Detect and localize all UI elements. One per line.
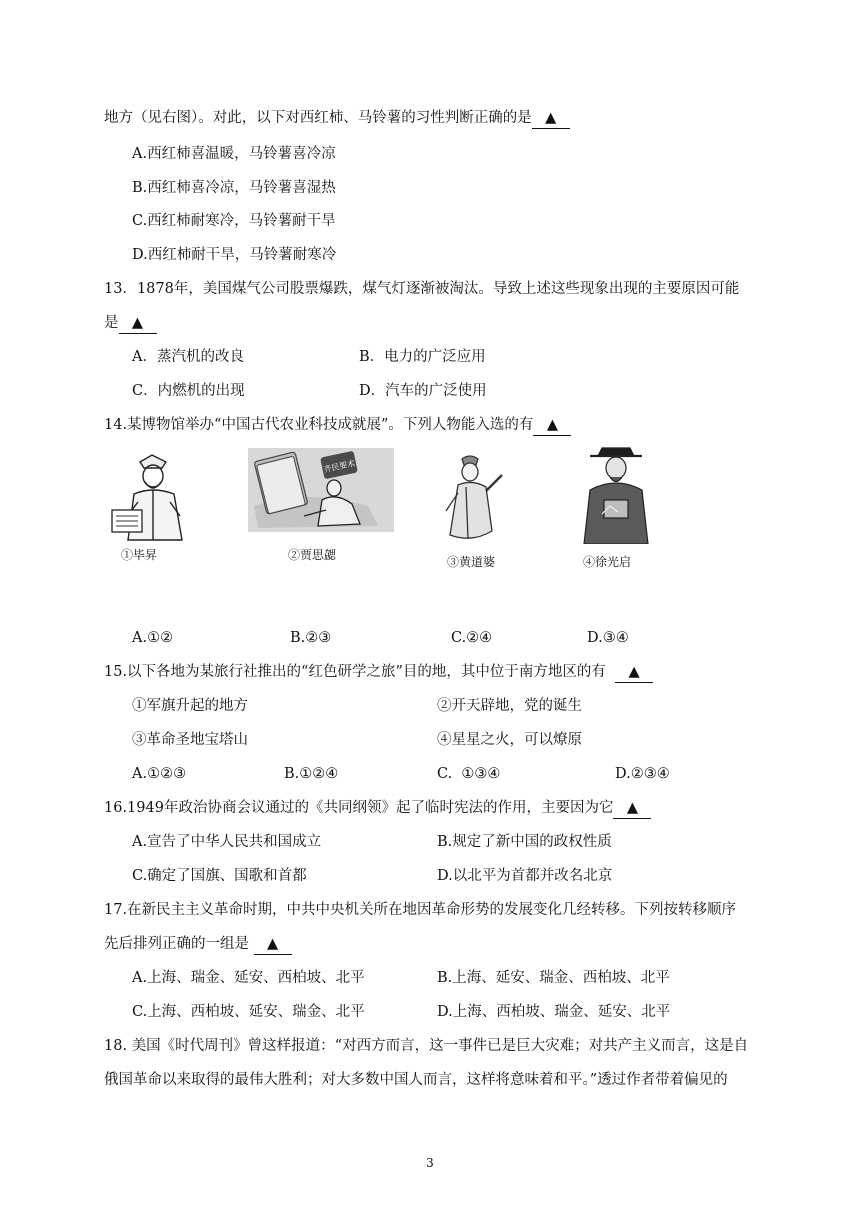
q12-stem: 地方（见右图）。对此，以下对西红柿、马铃薯的习性判断正确的是 ▲ — [104, 108, 570, 129]
answer-blank: ▲ — [119, 313, 157, 334]
answer-blank: ▲ — [615, 662, 653, 683]
q12-option-a: A.西红柿喜温暖，马铃薯喜冷凉 — [132, 146, 336, 162]
q14-option-a: A.①② — [132, 630, 174, 646]
figure-caption-2: ②贾思勰 — [288, 548, 337, 562]
q15-option-d: D.②③④ — [615, 766, 670, 782]
q16-option-a: A.宣告了中华人民共和国成立 — [132, 834, 322, 850]
q15-option-c: C. ①③④ — [437, 766, 501, 782]
huang-daopo-illustration — [432, 453, 508, 545]
q17-option-c: C.上海、西柏坡、延安、瑞金、北平 — [132, 1004, 365, 1020]
q15-option-b: B.①②④ — [284, 766, 339, 782]
q12-option-d: D.西红柿耐干旱，马铃薯耐寒冷 — [132, 247, 337, 263]
q15-option-a: A.①②③ — [132, 766, 187, 782]
q18-stem-line2: 俄国革命以来取得的最伟大胜利；对大多数中国人而言，这样将意味着和平。”透过作者带着偏见的 — [104, 1072, 728, 1088]
jia-sixie-illustration — [248, 448, 394, 532]
answer-blank: ▲ — [254, 934, 292, 955]
answer-blank: ▲ — [533, 415, 571, 436]
q13-stem-line1: 13．1878年，美国煤气公司股票爆跌，煤气灯逐渐被淘汰。导致上述这些现象出现的主要原因可能 — [104, 281, 740, 297]
q14-option-c: C.②④ — [451, 630, 493, 646]
xu-guangqi-illustration — [580, 446, 652, 544]
q14-stem: 14.某博物馆举办“中国古代农业科技成就展”。下列人物能入选的有 ▲ — [104, 415, 571, 436]
answer-blank: ▲ — [613, 798, 651, 819]
q16-option-d: D.以北平为首都并改名北京 — [437, 868, 613, 884]
q17-option-a: A.上海、瑞金、延安、西柏坡、北平 — [132, 970, 365, 986]
book-title-label: 齐民要术 — [322, 458, 356, 475]
q14-option-d: D.③④ — [587, 630, 629, 646]
figure-caption-3: ③黄道婆 — [447, 555, 496, 569]
q17-option-b: B.上海、延安、瑞金、西柏坡、北平 — [437, 970, 670, 986]
q13-stem-line2: 是 ▲ — [104, 313, 157, 334]
q17-option-d: D.上海、西柏坡、瑞金、延安、北平 — [437, 1004, 671, 1020]
q17-stem-line1: 17.在新民主主义革命时期，中共中央机关所在地因革命形势的发展变化几经转移。下列按转移顺序 — [104, 902, 737, 918]
q15-item-4: ④星星之火，可以燎原 — [437, 732, 582, 748]
q18-stem-line1: 18. 美国《时代周刊》曾这样报道：“对西方而言，这一事件已是巨大灾难；对共产主义而言，这是自 — [104, 1038, 749, 1054]
q13-option-c: C．内燃机的出现 — [132, 383, 245, 399]
q17-stem-line2: 先后排列正确的一组是 ▲ — [104, 934, 292, 955]
q12-option-b: B.西红柿喜冷凉，马铃薯喜湿热 — [132, 180, 336, 196]
q16-option-c: C.确定了国旗、国歌和首都 — [132, 868, 307, 884]
bi-sheng-illustration — [104, 450, 200, 542]
figure-caption-1: ①毕昇 — [121, 548, 158, 562]
q14-option-b: B.②③ — [290, 630, 332, 646]
q13-option-b: B．电力的广泛应用 — [359, 349, 486, 365]
figure-caption-4: ④徐光启 — [583, 555, 632, 569]
q12-option-c: C.西红柿耐寒冷，马铃薯耐干旱 — [132, 213, 336, 229]
q15-item-2: ②开天辟地，党的诞生 — [437, 698, 582, 714]
q16-option-b: B.规定了新中国的政权性质 — [437, 834, 612, 850]
q15-item-3: ③革命圣地宝塔山 — [132, 732, 248, 748]
page-number: 3 — [426, 1156, 434, 1170]
q13-option-a: A．蒸汽机的改良 — [132, 349, 244, 365]
q16-stem: 16.1949年政治协商会议通过的《共同纲领》起了临时宪法的作用，主要因为它 ▲ — [104, 798, 651, 819]
q13-option-d: D．汽车的广泛使用 — [359, 383, 487, 399]
q15-item-1: ①军旗升起的地方 — [132, 698, 248, 714]
answer-blank: ▲ — [532, 108, 570, 129]
q15-stem: 15.以下各地为某旅行社推出的“红色研学之旅”目的地，其中位于南方地区的有 ▲ — [104, 662, 653, 683]
